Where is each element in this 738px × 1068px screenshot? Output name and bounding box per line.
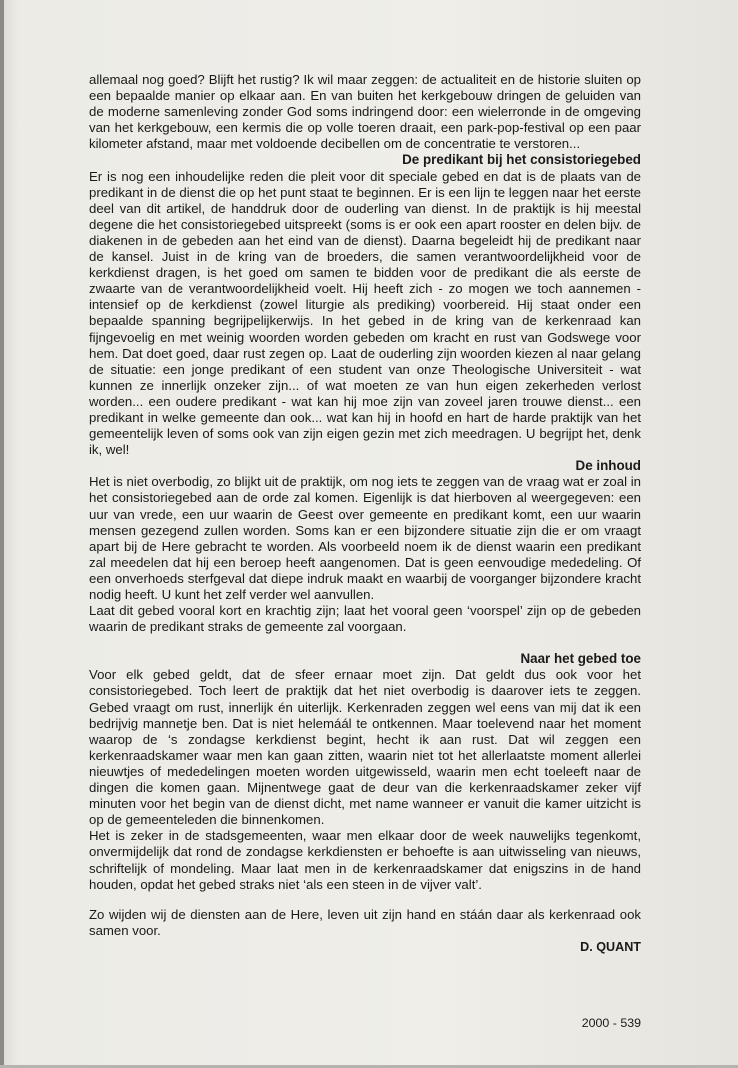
paragraph-inhoud-2: Laat dit gebed vooral kort en krachtig zijn; laat het vooral geen ‘voorspel’ zijn op de gebeden waarin de predikant straks de gemeente zal voorgaan. xyxy=(89,603,641,635)
heading-predikant: De predikant bij het consistoriegebed xyxy=(402,152,641,168)
closing-paragraph: Zo wijden wij de diensten aan de Here, leven uit zijn hand en stáán daar als kerkenraad ook samen voor. xyxy=(89,906,641,938)
paragraph-gebed-toe-2: Het is zeker in de stadsgemeenten, waar men elkaar door de week nauwelijks tegenkomt, onvermijdelijk dat rond de zondagse kerkdiensten er behoefte is aan uitwisseling van nieuws, schriftelijk of mondeling. Maar laat men in de kerkenraadskamer dat enigszins in de hand houden, opdat het gebed straks niet ‘als een steen in de vijver valt’. xyxy=(89,828,641,892)
intro-paragraph: allemaal nog goed? Blijft het rustig? Ik wil maar zeggen: de actualiteit en de historie sluiten op een bepaalde manier op elkaar aan. En van buiten het kerkgebouw dringen de geluiden van de moderne samenleving zonder God soms indringend door: een wielerronde in de omgeving van het kerkgebouw, een kermis die op volle toeren draait, een park-pop-festival op een paar kilometer afstand, maar met voldoende decibellen om de concentratie te verstoren... xyxy=(89,72,641,152)
section-spacer xyxy=(89,635,641,651)
paragraph-predikant: Er is nog een inhoudelijke reden die pleit voor dit speciale gebed en dat is de plaats van de predikant in de dienst die op het punt staat te beginnen. Er is een lijn te leggen naar het eerste deel van dit artikel, de handdruk door de ouderling van dienst. In de praktijk is hij meestal degene die het consistoriegebed uitspreekt (soms is er ook een apart rooster en delen bijv. de diakenen in de gebeden aan het eind van de dienst). Daarna begeleidt hij de predikant naar de kansel. Juist in de kring van de broeders, die samen verantwoordelijkheid voor de kerkdienst dragen, is het goed om samen te bidden voor de predikant die als eerste de zwaarte van de verantwoordelijkheid voelt. Hij heeft zich - zo mogen we toch aannemen - intensief op de kerkdienst (zowel liturgie als prediking) voorbereid. Hij staat onder een bepaalde spanning begrijpelijkerwijs. In het gebed in de kring van de kerkenraad kan fijngevoelig en met weinig woorden worden gebeden om kracht en rust van Godswege voor hem. Dat doet goed, daar rust zegen op. Laat de ouderling zijn woorden kiezen al naar gelang de situatie: een jonge predikant of een student van onze Theologische Universiteit - wat kunnen ze innerlijk onzeker zijn... of wat moeten ze van hun eigen zekerheden verlost worden... een oudere predikant - wat kan hij moe zijn van zoveel jaren trouwe dienst... een predikant in welke gemeente dan ook... wat kan hij in hoofd en hart de harde praktijk van het gemeentelijk leven of soms ook van zijn eigen gezin met zich meedragen. U begrijpt het, denk ik, wel! xyxy=(89,168,641,458)
paragraph-inhoud-1: Het is niet overbodig, zo blijkt uit de praktijk, om nog iets te zeggen van de vraag wat er zoal in het consistoriegebed aan de orde zal komen. Eigenlijk is dat hierboven al weergegeven: een uur van vrede, een uur waarin de Geest over gemeente en predikant komt, een uur waarin mensen gezegend zullen worden. Soms kan er een bijzondere situatie zijn die er om vraagt apart bij de Here gebracht te worden. Als voorbeeld noem ik de dienst waarin een predikant zal meedelen dat hij een beroep heeft aangenomen. Dat is geen eenvoudige mededeling. Of een onverhoeds sterfgeval dat diepe indruk maakt en waarbij de voorganger bijzondere kracht nodig heeft. U kunt het zelf verder wel aanvullen. xyxy=(89,474,641,602)
author-name: D. QUANT xyxy=(580,939,641,954)
page-number: 2000 - 539 xyxy=(581,1016,641,1030)
heading-inhoud: De inhoud xyxy=(575,458,641,474)
page-left-edge xyxy=(0,0,4,1068)
paragraph-gebed-toe-1: Voor elk gebed geldt, dat de sfeer ernaar moet zijn. Dat geldt dus ook voor het consistoriegebed. Toch leert de praktijk dat het niet overbodig is daarover iets te zeggen. Gebed vraagt om rust, innerlijk én uiterlijk. Kerkenraden zeggen wel eens van mij dat ik een bedrijvig mannetje ben. Dat is niet helemáál te ontkennen. Maar toelevend naar het moment waarop de ‘s zondagse kerkdienst begint, hecht ik aan rust. Dat wil zeggen een kerkenraadskamer waar men kan gaan zitten, waarin niet tot het allerlaatste moment allerlei nieuwtjes of mededelingen moeten worden uitgewisseld, waarin men echt toeleeft naar de dingen die komen gaan. Mijnentwege gaat de deur van die kerkenraadskamer zeker vijf minuten voor het begin van de dienst dicht, met name wanneer er vanuit die kamer uitzicht is op de gemeenteleden die binnenkomen. xyxy=(89,667,641,828)
heading-gebed-toe: Naar het gebed toe xyxy=(520,651,641,667)
closing-spacer xyxy=(89,893,641,907)
article-column xyxy=(89,72,641,955)
